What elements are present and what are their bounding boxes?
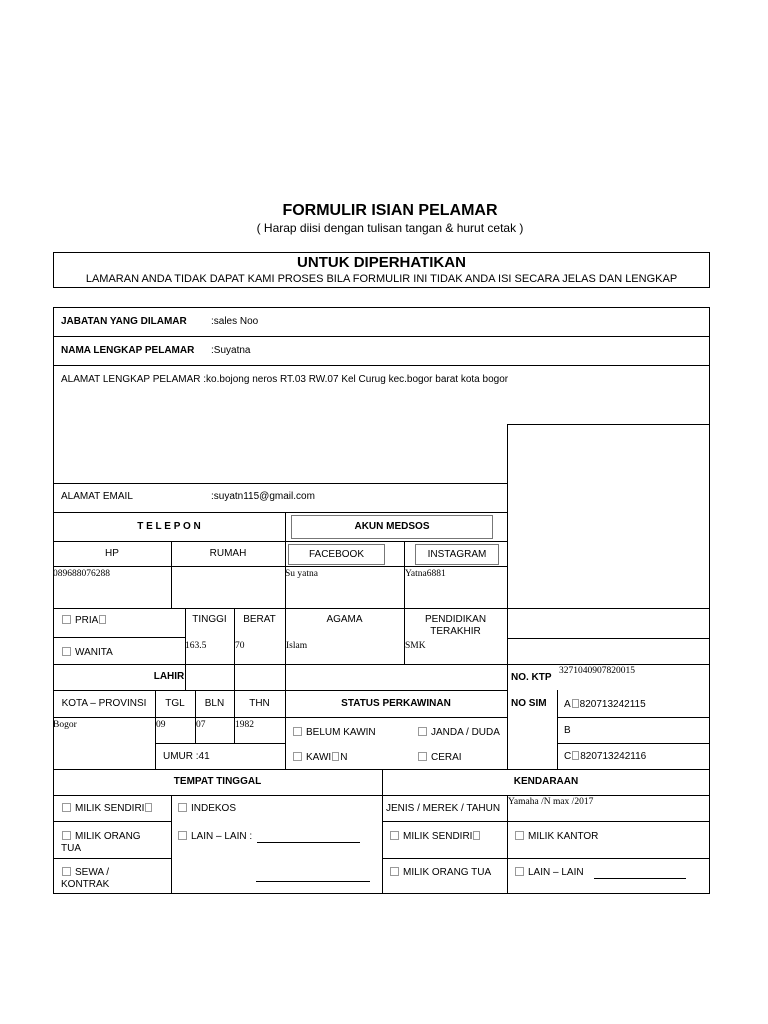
- bln-label: BLN: [204, 698, 225, 709]
- umur-label: UMUR :41: [163, 751, 210, 762]
- wanita-label: WANITA: [75, 647, 113, 658]
- sim-a-letter: A: [564, 699, 571, 710]
- pendidikan-value[interactable]: SMK: [405, 641, 426, 651]
- sim-a-value[interactable]: 820713242115: [579, 699, 646, 710]
- sim-b-letter: B: [564, 725, 571, 736]
- facebook-label: FACEBOOK: [308, 549, 364, 560]
- pendidikan-label-line1: PENDIDIKAN: [424, 614, 487, 625]
- sim-a[interactable]: [564, 699, 646, 711]
- alamat-value[interactable]: :ko.bojong neros RT.03 RW.07 Kel Curug kec.bogor barat kota bogor: [203, 374, 509, 385]
- wanita-checkbox[interactable]: [62, 647, 71, 656]
- nama-label: NAMA LENGKAP PELAMAR: [61, 345, 195, 356]
- kota-value[interactable]: Bogor: [53, 720, 77, 730]
- pria-option[interactable]: [62, 615, 107, 627]
- kend-lain-lain-label: LAIN – LAIN: [528, 867, 584, 878]
- bln-value[interactable]: 07: [196, 720, 206, 730]
- belum-kawin-checkbox[interactable]: [293, 727, 302, 736]
- jenis-value[interactable]: Yamaha /N max /2017: [508, 797, 594, 807]
- jabatan-value[interactable]: :sales Noo: [211, 316, 259, 327]
- milik-sendiri-option[interactable]: [62, 803, 153, 815]
- milik-kantor-label: MILIK KANTOR: [528, 831, 599, 842]
- berat-value[interactable]: 70: [235, 641, 245, 651]
- kend-milik-orang-tua-label: MILIK ORANG TUA: [403, 867, 492, 878]
- lain-lain-option[interactable]: [178, 831, 252, 843]
- pendidikan-label: [404, 614, 507, 638]
- tinggi-value[interactable]: 163.5: [185, 641, 207, 651]
- sim-c-value[interactable]: 820713242116: [580, 751, 647, 762]
- no-ktp-label: NO. KTP: [511, 672, 552, 683]
- nama-value[interactable]: :Suyatna: [211, 345, 251, 356]
- milik-sendiri-checkbox[interactable]: [62, 803, 71, 812]
- kawin-checkbox[interactable]: [293, 752, 302, 761]
- kend-milik-orang-tua-checkbox[interactable]: [390, 867, 399, 876]
- tempat-tinggal-label: TEMPAT TINGGAL: [173, 776, 262, 787]
- lahir-label: LAHIR: [153, 671, 185, 682]
- kend-milik-orang-tua-option[interactable]: [390, 867, 491, 879]
- kend-milik-sendiri-option[interactable]: [390, 831, 481, 843]
- thn-label: THN: [249, 698, 270, 709]
- cerai-option[interactable]: [418, 752, 462, 764]
- instagram-box: [415, 544, 499, 565]
- lain-lain-input-line[interactable]: [257, 842, 360, 843]
- notice-title: UNTUK DIPERHATIKAN: [297, 254, 466, 271]
- kawin-label-suffix: N: [340, 752, 348, 763]
- agama-value[interactable]: Islam: [286, 641, 308, 651]
- berat-label: BERAT: [243, 614, 276, 625]
- tgl-value[interactable]: 09: [156, 720, 166, 730]
- milik-kantor-checkbox[interactable]: [515, 831, 524, 840]
- square-glyph-icon: [473, 831, 480, 840]
- form-subtitle: ( Harap diisi dengan tulisan tangan & hurut cetak ): [256, 221, 524, 235]
- indekos-option[interactable]: [178, 803, 236, 815]
- square-glyph-icon: [145, 803, 152, 812]
- pria-label: PRIA: [75, 615, 99, 626]
- milik-orang-tua-checkbox[interactable]: [62, 831, 71, 840]
- kawin-label-prefix: KAWI: [306, 752, 332, 763]
- no-sim-label: NO SIM: [511, 698, 547, 709]
- email-label: ALAMAT EMAIL: [61, 491, 133, 502]
- wanita-option[interactable]: [62, 647, 113, 659]
- tinggi-label: TINGGI: [192, 614, 227, 625]
- sewa-checkbox[interactable]: [62, 867, 71, 876]
- janda-duda-checkbox[interactable]: [418, 727, 427, 736]
- facebook-value[interactable]: Su yatna: [285, 569, 318, 579]
- sim-b[interactable]: [564, 725, 571, 737]
- sewa-label-line1: SEWA /: [75, 867, 110, 878]
- lain-lain-label: LAIN – LAIN :: [191, 831, 253, 842]
- kend-milik-sendiri-label: MILIK SENDIRI: [403, 831, 473, 842]
- jabatan-label: JABATAN YANG DILAMAR: [61, 316, 187, 327]
- lain-lain-checkbox[interactable]: [178, 831, 187, 840]
- telepon-label: T E L E P O N: [137, 521, 201, 532]
- hp-label: HP: [105, 548, 119, 559]
- hp-value[interactable]: 089688076288: [53, 569, 110, 579]
- pria-checkbox[interactable]: [62, 615, 71, 624]
- sim-c[interactable]: [564, 751, 646, 763]
- tgl-label: TGL: [165, 698, 185, 709]
- form-title: FORMULIR ISIAN PELAMAR: [282, 202, 498, 219]
- milik-sendiri-label: MILIK SENDIRI: [75, 803, 145, 814]
- lain-lain-input-line-2[interactable]: [256, 881, 370, 882]
- agama-label: AGAMA: [326, 614, 363, 625]
- square-glyph-icon: [572, 751, 579, 760]
- alamat-label: [61, 374, 508, 386]
- alamat-label-text: ALAMAT LENGKAP PELAMAR: [61, 374, 201, 385]
- kota-label: KOTA – PROVINSI: [61, 698, 147, 709]
- notice-text: LAMARAN ANDA TIDAK DAPAT KAMI PROSES BILA FORMULIR INI TIDAK ANDA ISI SECARA JELAS DAN LENGKAP: [85, 273, 678, 285]
- pendidikan-label-line2: TERAKHIR: [430, 626, 481, 637]
- milik-orang-tua-label-line2: TUA: [61, 843, 81, 854]
- rumah-label: RUMAH: [209, 548, 247, 559]
- milik-kantor-option[interactable]: [515, 831, 598, 843]
- instagram-label: INSTAGRAM: [427, 549, 487, 560]
- square-glyph-icon: [572, 699, 579, 708]
- facebook-box: [288, 544, 385, 565]
- akun-medsos-box: [291, 515, 493, 539]
- cerai-label: CERAI: [431, 752, 462, 763]
- status-perkawinan-label: STATUS PERKAWINAN: [341, 698, 451, 709]
- instagram-value[interactable]: Yatna6881: [405, 569, 446, 579]
- akun-medsos-label: AKUN MEDSOS: [354, 521, 430, 532]
- indekos-checkbox[interactable]: [178, 803, 187, 812]
- kend-milik-sendiri-checkbox[interactable]: [390, 831, 399, 840]
- thn-value[interactable]: 1982: [235, 720, 254, 730]
- sewa-option[interactable]: [62, 867, 109, 891]
- belum-kawin-label: BELUM KAWIN: [306, 727, 376, 738]
- janda-duda-label: JANDA / DUDA: [431, 727, 500, 738]
- no-ktp-value[interactable]: 3271040907820015: [559, 666, 635, 676]
- kend-lain-lain-checkbox[interactable]: [515, 867, 524, 876]
- cerai-checkbox[interactable]: [418, 752, 427, 761]
- square-glyph-icon: [99, 615, 106, 624]
- belum-kawin-option[interactable]: [293, 727, 376, 739]
- kend-lain-lain-option[interactable]: [515, 867, 584, 879]
- square-glyph-icon: [332, 752, 339, 761]
- kendaraan-label: KENDARAAN: [513, 776, 579, 787]
- sewa-label-line2: KONTRAK: [61, 879, 110, 890]
- kawin-option[interactable]: [293, 752, 347, 764]
- jenis-label: JENIS / MEREK / TAHUN: [386, 803, 501, 814]
- kend-lain-lain-input-line[interactable]: [594, 878, 686, 879]
- indekos-label: INDEKOS: [191, 803, 237, 814]
- janda-duda-option[interactable]: [418, 727, 500, 739]
- milik-orang-tua-label-line1: MILIK ORANG: [75, 831, 141, 842]
- email-value[interactable]: :suyatn115@gmail.com: [211, 491, 315, 502]
- sim-c-letter: C: [564, 751, 572, 762]
- milik-orang-tua-option[interactable]: [62, 831, 141, 855]
